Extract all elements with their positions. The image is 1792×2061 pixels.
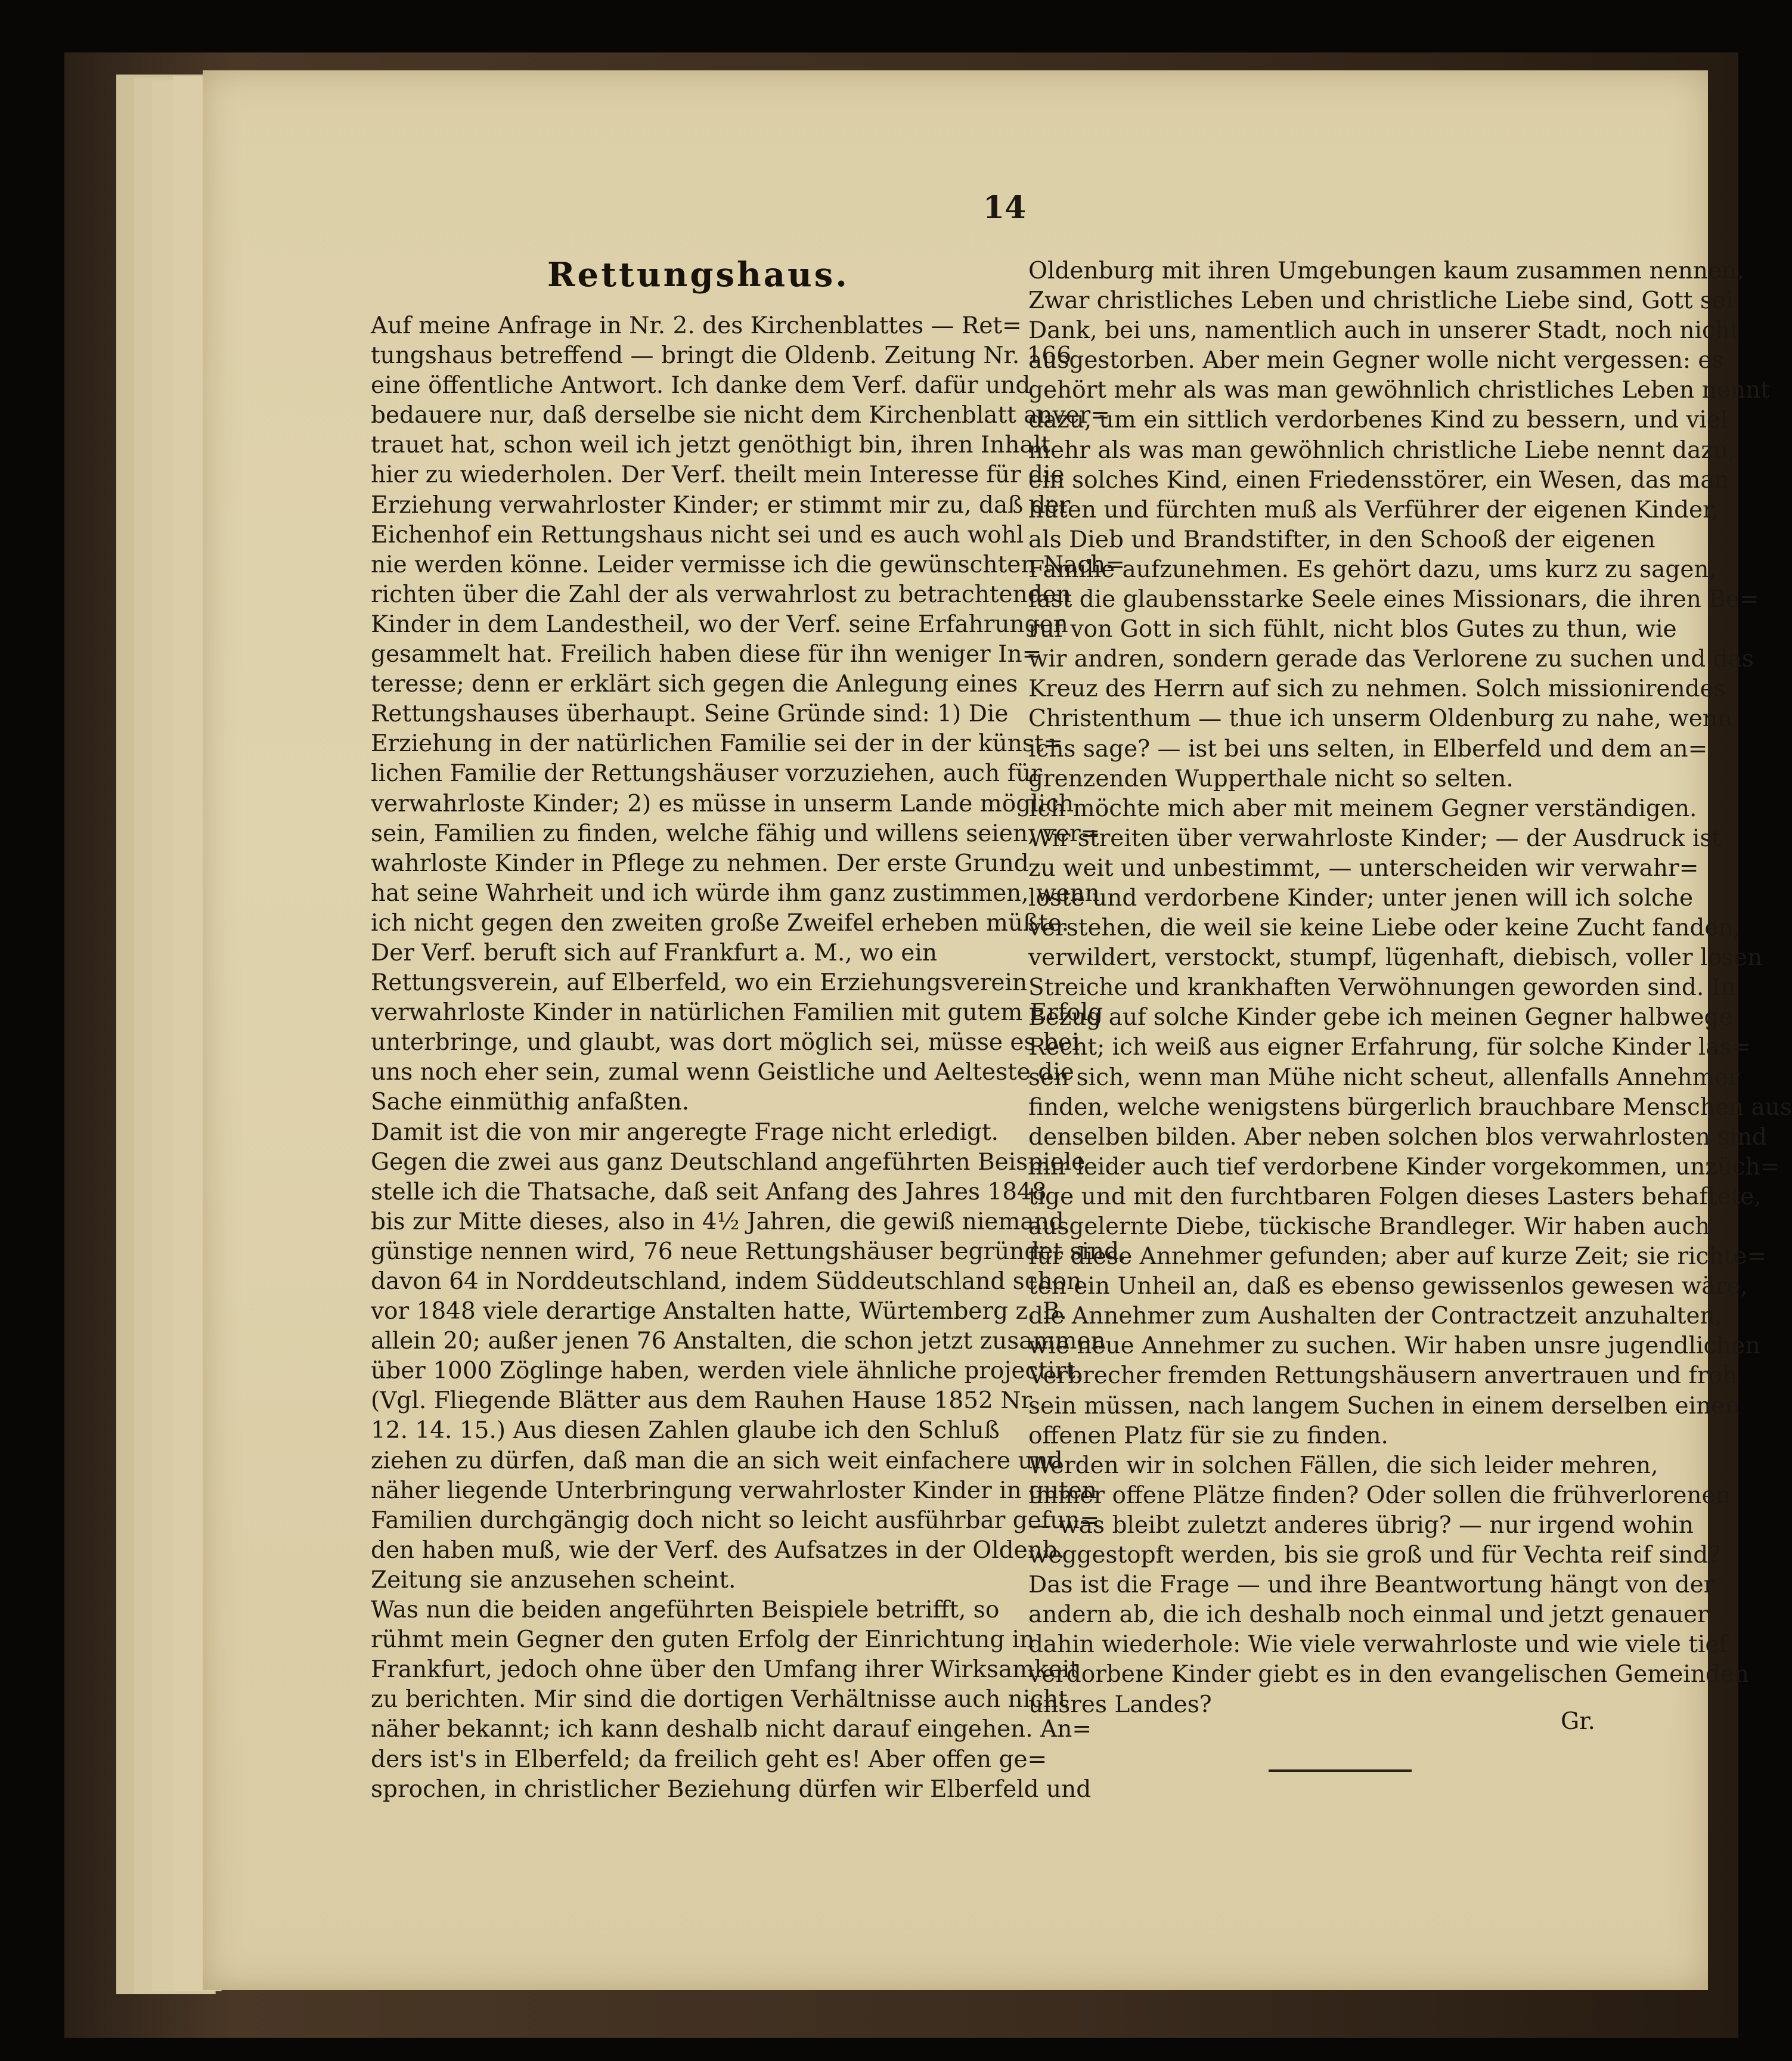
text-line: ziehen zu dürfen, daß man die an sich weit einfachere und — [371, 1447, 1063, 1474]
text-line: gesammelt hat. Freilich haben diese für ihn weniger In= — [371, 641, 1042, 668]
text-line: Gegen die zwei aus ganz Deutschland angeführten Beispiele — [371, 1148, 1086, 1176]
text-line: Eichenhof ein Rettungshaus nicht sei und es auch wohl — [371, 521, 1024, 548]
text-line: gehört mehr als was man gewöhnlich christliches Leben nennt — [1028, 377, 1770, 404]
text-line: ders ist's in Elberfeld; da freilich geht es! Aber offen ge= — [371, 1746, 1047, 1773]
text-line: mehr als was man gewöhnlich christliche Liebe nennt dazu, — [1028, 436, 1736, 464]
text-line: Verbrecher fremden Rettungshäusern anvertrauen und froh — [1028, 1362, 1738, 1390]
text-line: grenzenden Wupperthale nicht so selten. — [1028, 765, 1514, 792]
text-line: über 1000 Zöglinge haben, werden viele ähnliche projectirt. — [371, 1358, 1083, 1385]
text-line: loste und verdorbene Kinder; unter jenen will ich solche — [1028, 884, 1694, 912]
text-line: hat seine Wahrheit und ich würde ihm ganz zustimmen, wenn — [371, 879, 1100, 907]
text-line: Familie aufzunehmen. Es gehört dazu, ums kurz zu sagen, — [1028, 556, 1716, 583]
text-line: tige und mit den furchtbaren Folgen dieses Lasters behaftete, — [1028, 1183, 1762, 1210]
closing-rule — [1269, 1769, 1412, 1772]
text-line: Rettungshauses überhaupt. Seine Gründe sind: 1) Die — [371, 701, 1009, 728]
text-line: uns noch eher sein, zumal wenn Geistliche und Aelteste die — [371, 1059, 1074, 1086]
text-line: günstige nennen wird, 76 neue Rettungshäuser begründet sind, — [371, 1238, 1127, 1265]
text-line: verstehen, die weil sie keine Liebe oder keine Zucht fanden, — [1028, 915, 1741, 942]
text-line: mir leider auch tief verdorbene Kinder vorgekommen, unzüch= — [1028, 1153, 1780, 1180]
text-line: verwahrloste Kinder in natürlichen Familien mit gutem Erfolg — [371, 999, 1103, 1027]
text-line: weggestopft werden, bis sie groß und für Vechta reif sind? — [1028, 1542, 1721, 1569]
text-line: 12. 14. 15.) Aus diesen Zahlen glaube ich den Schluß — [371, 1417, 1000, 1445]
text-line: Ich möchte mich aber mit meinem Gegner verständigen. — [1028, 795, 1697, 822]
text-line: Oldenburg mit ihren Umgebungen kaum zusammen nennen. — [1028, 258, 1744, 284]
text-line: sprochen, in christlicher Beziehung dürfen wir Elberfeld und — [371, 1775, 1092, 1803]
text-line: richten über die Zahl der als verwahrlost zu betrachtenden — [371, 581, 1071, 608]
text-line: Das ist die Frage — und ihre Beantwortung hängt von der — [1028, 1572, 1715, 1599]
text-line: Recht; ich weiß aus eigner Erfahrung, für solche Kinder las= — [1028, 1034, 1751, 1061]
text-line: unsres Landes? — [1028, 1691, 1212, 1718]
text-line: sein müssen, nach langem Suchen in einem derselben einen — [1028, 1392, 1740, 1420]
text-line: ichs sage? — ist bei uns selten, in Elberfeld und dem an= — [1028, 735, 1708, 763]
text-line: den haben muß, wie der Verf. des Aufsatzes in der Oldenb. — [371, 1536, 1065, 1564]
text-line: näher bekannt; ich kann deshalb nicht darauf eingehen. An= — [371, 1716, 1092, 1743]
text-line: ausgelernte Diebe, tückische Brandleger. Wir haben auch — [1028, 1213, 1710, 1240]
text-line: trauet hat, schon weil ich jetzt genöthigt bin, ihren Inhalt — [371, 432, 1050, 459]
text-line: Familien durchgängig doch nicht so leicht ausführbar gefun= — [371, 1507, 1100, 1534]
text-line: Auf meine Anfrage in Nr. 2. des Kirchenblattes — Ret= — [371, 312, 1022, 339]
text-line: sen sich, wenn man Mühe nicht scheut, allenfalls Annehmer — [1028, 1064, 1740, 1091]
text-line: vor 1848 viele derartige Anstalten hatte, Würtemberg z. B. — [371, 1298, 1067, 1325]
text-line: Erziehung in der natürlichen Familie sei der in der künst= — [371, 730, 1064, 758]
text-line: zu berichten. Mir sind die dortigen Verhältnisse auch nicht — [371, 1686, 1068, 1713]
text-line: wie neue Annehmer zu suchen. Wir haben unsre jugendlichen — [1028, 1332, 1760, 1360]
article-title: Rettungshaus. — [547, 255, 850, 295]
text-line: Christenthum — thue ich unserm Oldenburg zu nahe, wenn — [1028, 705, 1733, 733]
text-line: Zeitung sie anzusehen scheint. — [371, 1566, 736, 1594]
text-line: Bezug auf solche Kinder gebe ich meinen Gegner halbwege — [1028, 1004, 1733, 1031]
text-line: stelle ich die Thatsache, daß seit Anfang des Jahres 1848 — [371, 1178, 1047, 1205]
text-line: eine öffentliche Antwort. Ich danke dem Verf. dafür und — [371, 372, 1031, 399]
text-line: sein, Familien zu finden, welche fähig und willens seien, ver= — [371, 820, 1100, 847]
text-line: — was bleibt zuletzt anderes übrig? — nur irgend wohin — [1028, 1511, 1694, 1539]
text-line: Der Verf. beruft sich auf Frankfurt a. M., wo ein — [371, 939, 937, 966]
text-line: Kinder in dem Landestheil, wo der Verf. seine Erfahrungen — [371, 610, 1068, 638]
text-line: ten ein Unheil an, daß es ebenso gewissenlos gewesen wäre, — [1028, 1273, 1748, 1300]
text-line: fast die glaubensstarke Seele eines Missionars, die ihren Be= — [1028, 586, 1759, 613]
right-text-column — [1028, 256, 1792, 1720]
text-line: Streiche und krankhaften Verwöhnungen geworden sind. In — [1028, 974, 1736, 1002]
text-line: unterbringe, und glaubt, was dort möglich sei, müsse es bei — [371, 1029, 1080, 1056]
text-line: hüten und fürchten muß als Verführer der eigenen Kinder, — [1028, 496, 1719, 523]
text-line: ruf von Gott in sich fühlt, nicht blos Gutes zu thun, wie — [1028, 616, 1677, 643]
text-line: rühmt mein Gegner den guten Erfolg der Einrichtung in — [371, 1626, 1035, 1654]
text-line: wahrloste Kinder in Pflege zu nehmen. Der erste Grund — [371, 850, 1029, 877]
text-line: wir andren, sondern gerade das Verlorene zu suchen und das — [1028, 646, 1754, 673]
text-line: Was nun die beiden angeführten Beispiele betrifft, so — [371, 1597, 1000, 1624]
text-line: ich nicht gegen den zweiten große Zweifel erheben müßte. — [371, 909, 1069, 937]
text-line: ausgestorben. Aber mein Gegner wolle nicht vergessen: es — [1028, 347, 1724, 374]
text-line: verdorbene Kinder giebt es in den evangelischen Gemeinden — [1028, 1661, 1749, 1688]
text-line: lichen Familie der Rettungshäuser vorzuziehen, auch für — [371, 760, 1042, 788]
text-line: als Dieb und Brandstifter, in den Schooß der eigenen — [1028, 526, 1655, 553]
text-line: Damit ist die von mir angeregte Frage nicht erledigt. — [371, 1118, 999, 1146]
text-line: für diese Annehmer gefunden; aber auf kurze Zeit; sie richte= — [1028, 1243, 1767, 1270]
text-line: Kreuz des Herrn auf sich zu nehmen. Solch missionirendes — [1028, 675, 1726, 703]
text-line: Zwar christliches Leben und christliche Liebe sind, Gott sei — [1028, 287, 1734, 315]
text-line: davon 64 in Norddeutschland, indem Süddeutschland schon — [371, 1268, 1082, 1295]
text-line: immer offene Plätze finden? Oder sollen die frühverlorenen — [1028, 1482, 1731, 1509]
text-line: dahin wiederhole: Wie viele verwahrloste und wie viele tief — [1028, 1631, 1728, 1659]
text-line: die Annehmer zum Aushalten der Contractzeit anzuhalten, — [1028, 1303, 1722, 1330]
text-line: finden, welche wenigstens bürgerlich brauchbare Menschen aus — [1028, 1093, 1792, 1121]
text-line: zu weit und unbestimmt, — unterscheiden wir verwahr= — [1028, 854, 1699, 882]
text-line: denselben bilden. Aber neben solchen blos verwahrlosten sind — [1028, 1123, 1767, 1151]
text-line: tungshaus betreffend — bringt die Oldenb. Zeitung Nr. 166 — [371, 342, 1072, 370]
text-line: andern ab, die ich deshalb noch einmal und jetzt genauer — [1028, 1601, 1709, 1629]
text-line: verwahrloste Kinder; 2) es müsse in unserm Lande möglich — [371, 790, 1074, 817]
text-line: bedauere nur, daß derselbe sie nicht dem Kirchenblatt anver= — [371, 402, 1110, 429]
text-line: (Vgl. Fliegende Blätter aus dem Rauhen Hause 1852 Nr. — [371, 1387, 1037, 1415]
text-line: Wir streiten über verwahrloste Kinder; — der Ausdruck ist — [1028, 825, 1722, 852]
text-line: Frankfurt, jedoch ohne über den Umfang ihrer Wirksamkeit — [371, 1656, 1079, 1684]
text-line: hier zu wiederholen. Der Verf. theilt mein Interesse für die — [371, 461, 1065, 489]
text-line: Rettungsverein, auf Elberfeld, wo ein Erziehungsverein — [371, 969, 1028, 997]
page-number: 14 — [982, 190, 1027, 226]
text-line: Dank, bei uns, namentlich auch in unserer Stadt, noch nicht — [1028, 317, 1740, 345]
signature: Gr. — [1561, 1708, 1595, 1735]
text-line: dazu, um ein sittlich verdorbenes Kind zu bessern, und viel — [1028, 407, 1728, 434]
text-line: Werden wir in solchen Fällen, die sich leider mehren, — [1028, 1452, 1658, 1479]
text-line: ein solches Kind, einen Friedensstörer, ein Wesen, das man — [1028, 466, 1729, 494]
text-line: allein 20; außer jenen 76 Anstalten, die schon jetzt zusammen — [371, 1328, 1106, 1355]
text-line: offenen Platz für sie zu finden. — [1028, 1422, 1388, 1449]
text-line: Sache einmüthig anfaßten. — [371, 1089, 690, 1116]
text-line: bis zur Mitte dieses, also in 4½ Jahren, die gewiß niemand — [371, 1208, 1064, 1235]
text-line: näher liegende Unterbringung verwahrloster Kinder in guten — [371, 1477, 1097, 1504]
text-line: verwildert, verstockt, stumpf, lügenhaft, diebisch, voller losen — [1028, 944, 1763, 972]
text-line: teresse; denn er erklärt sich gegen die Anlegung eines — [371, 671, 1018, 698]
text-line: Erziehung verwahrloster Kinder; er stimmt mir zu, daß der — [371, 491, 1071, 519]
text-line: nie werden könne. Leider vermisse ich die gewünschten Nach= — [371, 551, 1125, 578]
